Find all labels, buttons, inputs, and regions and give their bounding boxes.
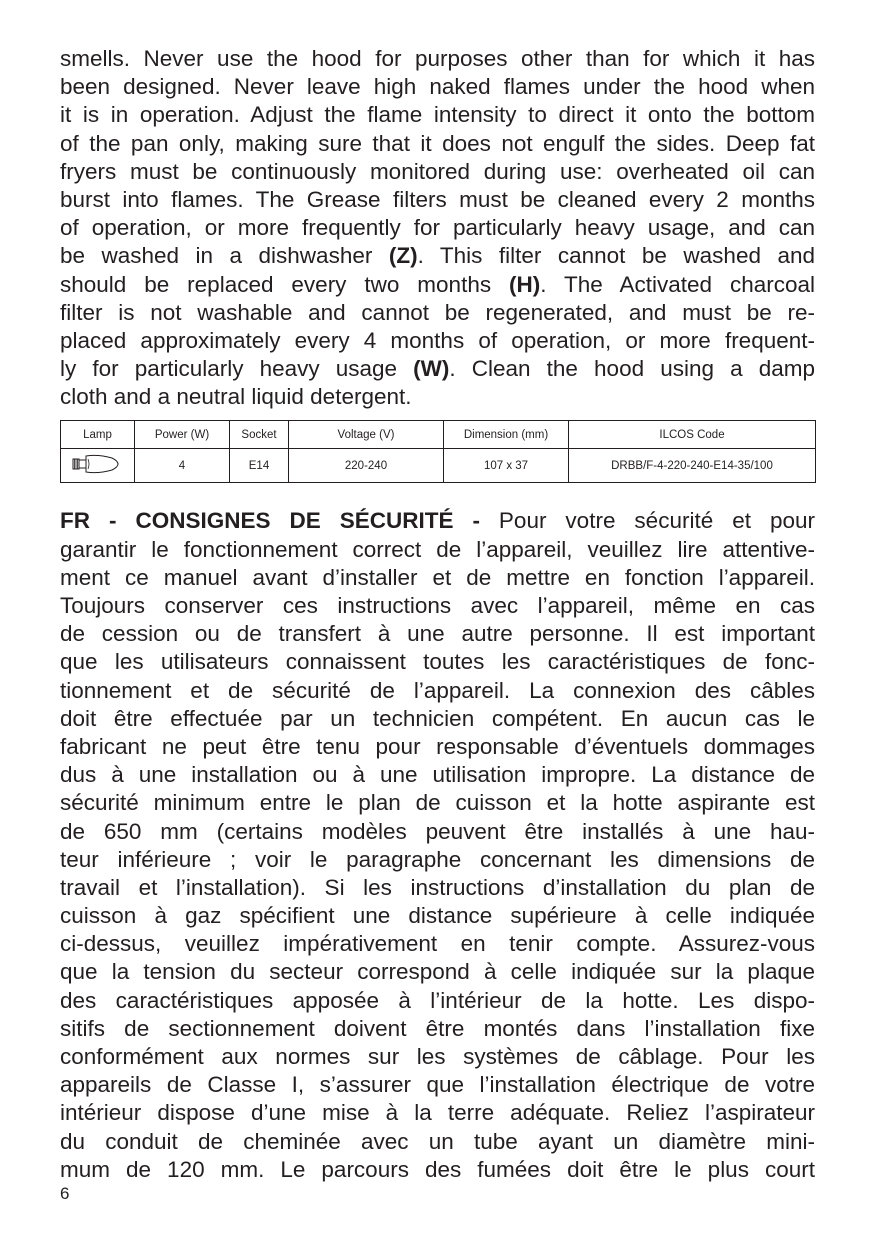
cell-dimension: 107 x 37 <box>444 449 569 483</box>
fr-first-line <box>60 507 815 535</box>
text-line: intérieur dispose d’une mise à la terre adéquate. Reliez l’aspirateur <box>60 1100 815 1126</box>
text-line: of the pan only, making sure that it does not engulf the sides. Deep fat <box>60 130 815 156</box>
text-line: que les utilisateurs connaissent toutes les caractéristiques de fonc- <box>60 649 815 675</box>
figure-reference: (Z) <box>388 243 418 269</box>
text-line: filter is not washable and cannot be regenerated, and must be re- <box>60 299 815 325</box>
text-line: fabricant ne peut être tenu pour responsable d’éventuels dommages <box>60 733 815 759</box>
page-number: 6 <box>60 1184 70 1203</box>
cell-power: 4 <box>135 449 230 483</box>
text-line: ment ce manuel avant d’installer et de mettre en fonction l’appareil. <box>60 564 815 590</box>
text-line: doit être effectuée par un technicien compétent. En aucun cas le <box>60 705 815 731</box>
text-line: been designed. Never leave high naked flames under the hood when <box>60 74 815 100</box>
text-line: travail et l’installation). Si les instructions d’installation du plan de <box>60 874 815 900</box>
text-line: que la tension du secteur correspond à celle indiquée sur la plaque <box>60 959 815 985</box>
text-line: sitifs de sectionnement doivent être montés dans l’installation fixe <box>60 1015 815 1041</box>
text-line: de 650 mm (certains modèles peuvent être installés à une hau- <box>60 818 815 844</box>
header-ilcos: ILCOS Code <box>569 421 816 449</box>
header-socket: Socket <box>230 421 289 449</box>
table-row <box>61 449 816 483</box>
en-paragraph <box>60 45 815 411</box>
figure-reference: (W) <box>413 356 450 382</box>
text-line: de cession ou de transfert à une autre personne. Il est important <box>60 621 815 647</box>
figure-reference: (H) <box>509 271 541 297</box>
cell-lamp <box>61 449 135 483</box>
text-line: teur inférieure ; voir le paragraphe concernant les dimensions de <box>60 846 815 872</box>
text-line: du conduit de cheminée avec un tube ayant un diamètre mini- <box>60 1128 815 1154</box>
text-line: conformément aux normes sur les systèmes de câblage. Pour les <box>60 1044 815 1069</box>
cell-voltage: 220-240 <box>289 449 444 483</box>
text-line: be washed in a dishwasher (Z). This filter cannot be washed and <box>60 243 815 269</box>
text-line: burst into flames. The Grease filters must be cleaned every 2 months <box>60 186 815 212</box>
text-line: Toujours conserver ces instructions avec l’appareil, même en cas <box>60 593 815 618</box>
section-heading: FR - CONSIGNES DE SÉCURITÉ - <box>60 508 480 534</box>
text-line: appareils de Classe I, s’assurer que l’installation électrique de votre <box>60 1072 815 1098</box>
text-line: it is in operation. Adjust the flame intensity to direct it onto the bottom <box>60 102 815 128</box>
text-line: ly for particularly heavy usage (W). Clean the hood using a damp <box>60 356 815 382</box>
text-line: mum de 120 mm. Le parcours des fumées doit être le plus court <box>60 1156 815 1182</box>
manual-page <box>60 45 815 1184</box>
text-line: should be replaced every two months (H). The Activated charcoal <box>60 271 815 297</box>
header-dimension: Dimension (mm) <box>444 421 569 449</box>
bulb-icon <box>68 453 128 478</box>
cell-socket: E14 <box>230 449 289 483</box>
text-line: cloth and a neutral liquid detergent. <box>60 384 412 410</box>
fr-paragraph <box>60 536 815 1184</box>
text-line: sécurité minimum entre le plan de cuisson et la hotte aspirante est <box>60 790 815 816</box>
lamp-spec-table <box>60 420 816 483</box>
text-line: tionnement et de sécurité de l’appareil. La connexion des câbles <box>60 677 815 703</box>
text-line: ci-dessus, veuillez impérativement en tenir compte. Assurez-vous <box>60 931 815 957</box>
header-power: Power (W) <box>135 421 230 449</box>
header-lamp: Lamp <box>61 421 135 449</box>
text-line: placed approximately every 4 months of operation, or more frequent- <box>60 327 815 353</box>
fr-first-line-text: Pour votre sécurité et pour <box>498 508 815 534</box>
table-header-row <box>61 421 816 449</box>
text-line: smells. Never use the hood for purposes other than for which it has <box>60 46 815 71</box>
text-line: des caractéristiques apposée à l’intérieur de la hotte. Les dispo- <box>60 987 815 1013</box>
text-line: fryers must be continuously monitored during use: overheated oil can <box>60 158 815 184</box>
text-line: of operation, or more frequently for particularly heavy usage, and can <box>60 215 815 241</box>
header-voltage: Voltage (V) <box>289 421 444 449</box>
text-line: garantir le fonctionnement correct de l’appareil, veuillez lire attentive- <box>60 536 815 562</box>
text-line: dus à une installation ou à une utilisation impropre. La distance de <box>60 762 815 788</box>
text-line: cuisson à gaz spécifient une distance supérieure à celle indiquée <box>60 903 815 929</box>
fr-safety-section <box>60 507 815 1184</box>
cell-ilcos: DRBB/F-4-220-240-E14-35/100 <box>569 449 816 483</box>
